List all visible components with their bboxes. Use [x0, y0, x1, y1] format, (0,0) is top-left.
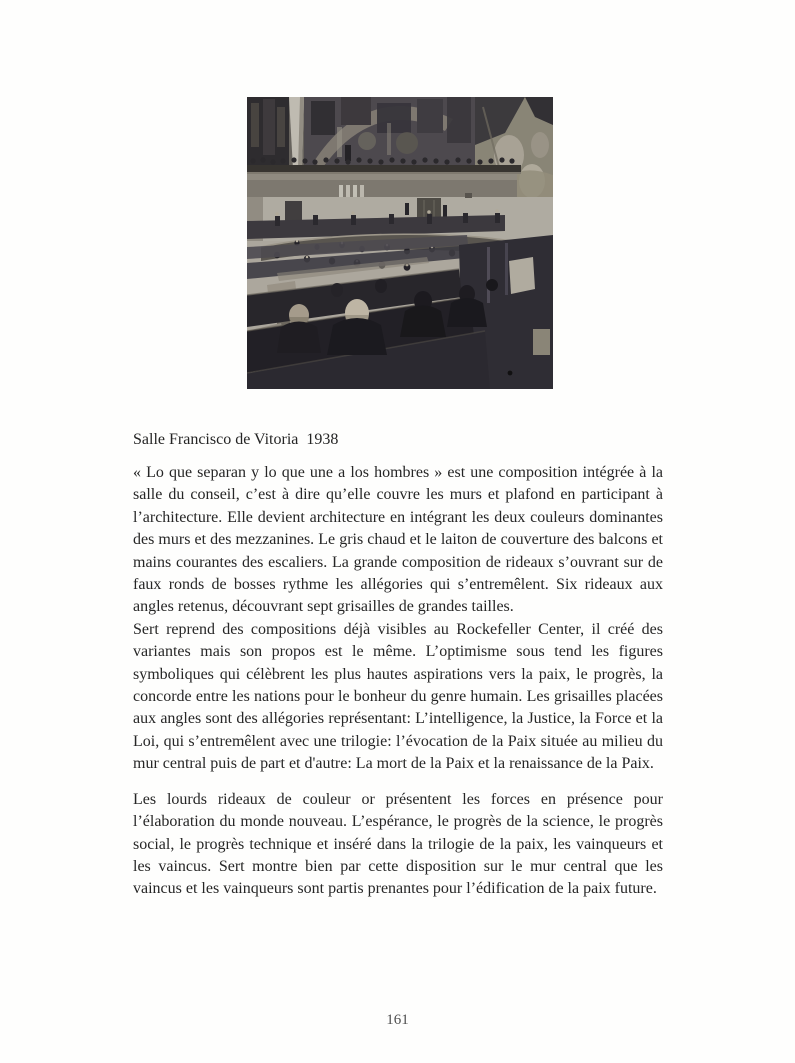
figure-caption: Salle Francisco de Vitoria 1938	[133, 431, 339, 448]
paragraph-composition: « Lo que separan y lo que une a los hombres » est une composition intégrée à la salle du conseil, c’est à dire qu’elle couvre les murs et plafond en participant à l’architecture. Elle devient architecture en intégrant les deux couleurs dominantes des murs et des mezzanines. Le gris chaud et le laiton de couverture des balcons et mains courantes des escaliers. La grande composition de rideaux s’ouvrant sur de faux ronds de bosses rythme les allégories qui s’entremêlent. Six rideaux aux angles retenus, découvrant sept grisailles de grandes tailles.	[133, 464, 663, 616]
assembly-hall-photo-graphic	[247, 97, 553, 389]
assembly-hall-photo	[247, 97, 553, 389]
paragraph-rideaux-or: Les lourds rideaux de couleur or présentent les forces en présence pour l’élaboration du monde nouveau. L’espérance, le progrès de la science, le progrès social, le progrès technique et inséré dans la trilogie de la paix, les vainqueurs et les vaincus. Sert montre bien par cette disposition sur le mur central que les vaincus et les vainqueurs sont partis prenantes pour l’édification de la paix future.	[133, 790, 663, 898]
page-number: 161	[386, 1012, 409, 1028]
body-text	[133, 462, 663, 901]
paragraph-sert-rockefeller: Sert reprend des compositions déjà visibles au Rockefeller Center, il créé des variantes mais son propos est le même. L’optimisme sous tend les figures symboliques qui célèbrent les plus hautes aspirations vers la paix, le progrès, la concorde entre les nations pour le bonheur du genre humain. Les grisailles placées aux angles sont des allégories représentant: L’intelligence, la Justice, la Force et la Loi, qui s’entremêlent avec une trilogie: l’évocation de la Paix située au milieu du mur central puis de part et d'autre: La mort de la Paix et la renaissance de la Paix.	[133, 620, 663, 773]
